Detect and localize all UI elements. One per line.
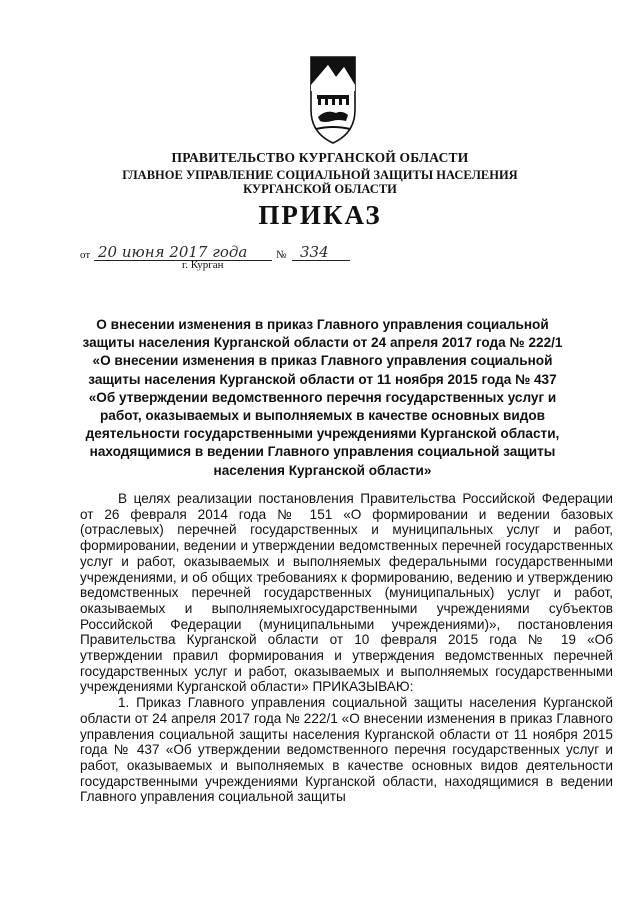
department-heading-line1: ГЛАВНОЕ УПРАВЛЕНИЕ СОЦИАЛЬНОЙ ЗАЩИТЫ НАСЕЛЕНИЯ [122, 168, 518, 182]
city-label: г. Курган [182, 259, 224, 271]
number-prefix: № [276, 249, 287, 261]
body-paragraph-1: В целях реализации постановления Правительства Российской Федерации от 26 февраля 2014 года № 151 «О формировании и ведении базовых (отраслевых) перечней государственных и муниципальных услуг и работ, формировании, ведении и утверждении ведомственных перечней государственных услуг и работ, оказываемых и выполняемых федеральными государственными учреждениями, и об общих требованиях к формированию, ведению и утверждению ведомственных перечней государственных (муниципальных) услуг и работ, оказываемых и выполняемыхгосударственными учреждениями субъектов Российской Федерации (муниципальными учреждениями)», постановления Правительства Курганской области от 10 февраля 2015 года № 19 «Об утверждении правил формирования и утверждения ведомственных перечней государственных услуг и работ, оказываемых и выполняемых государственными учреждениями Курганской области» ПРИКАЗЫВАЮ: [80, 491, 613, 695]
coat-of-arms-icon [308, 55, 358, 145]
document-type-title: ПРИКАЗ [258, 200, 382, 230]
order-body [80, 491, 613, 805]
department-heading-line2: КУРГАНСКОЙ ОБЛАСТИ [243, 182, 397, 196]
date-prefix: от [80, 249, 91, 261]
date-value: 20 июня 2017 года [98, 243, 248, 261]
date-number-row [80, 243, 380, 265]
order-title: О внесении изменения в приказ Главного управления социальной защиты населения Курганской области от 24 апреля 2017 года № 222/1 «О внесении изменения в приказ Главного управления социальной защиты населения Курганской области от 11 ноября 2015 года № 437 «Об утверждении ведомственного перечня государственных услуг и работ, оказываемых и выполняемых в качестве основных видов деятельности государственными учреждениями Курганской области, находящимися в ведении Главного управления социальной защиты населения Курганской области» [82, 317, 563, 478]
body-paragraph-2: 1. Приказ Главного управления социальной защиты населения Курганской области от 24 апреля 2017 года № 222/1 «О внесении изменения в приказ Главного управления социальной защиты населения Курганской области от 11 ноября 2015 года № 437 «Об утверждении ведомственного перечня государственных услуг и работ, оказываемых и выполняемых в качестве основных видов деятельности государственными учреждениями Курганской области, находящимися в ведении Главного управления социальной защиты [80, 695, 613, 805]
government-heading: ПРАВИТЕЛЬСТВО КУРГАНСКОЙ ОБЛАСТИ [171, 150, 469, 165]
number-value: 334 [300, 243, 329, 261]
